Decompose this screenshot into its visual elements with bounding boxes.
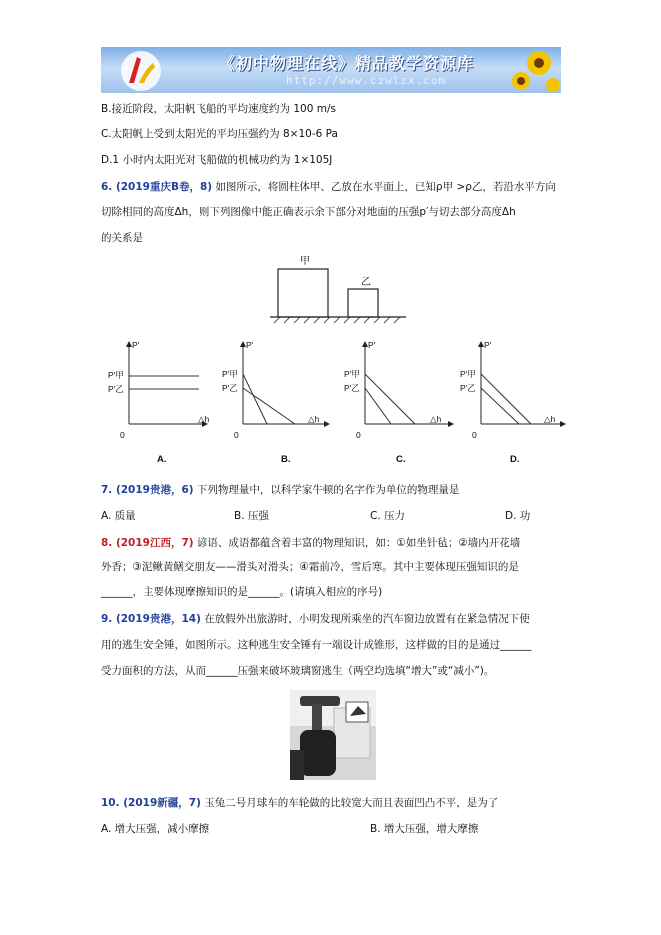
q10-line (101, 796, 498, 810)
graph-b (243, 344, 327, 424)
graph-c-py-label: P′乙 (344, 383, 360, 393)
graph-b-pj-label: P′甲 (222, 369, 238, 379)
graph-d-y-label: P′ (484, 340, 492, 350)
graph-b-origin: 0 (234, 430, 239, 440)
graph-a-pj-label: P′甲 (108, 370, 124, 380)
graph-c-x-label: △h (430, 414, 442, 424)
q7-option-c[interactable]: C. 压力 (370, 510, 406, 522)
graph-c-origin: 0 (356, 430, 361, 440)
graph-d-option[interactable]: D. (510, 454, 520, 465)
graph-a-x-label: △h (198, 414, 210, 424)
q6-line3: 的关系是 (101, 232, 143, 244)
q7-option-a[interactable]: A. 质量 (101, 510, 136, 522)
hand-grip (300, 730, 336, 776)
q6-head: 6. (2019重庆B卷，8) (101, 181, 213, 193)
q8-line3: ______，主要体现摩擦知识的是______。(请填入相应的序号) (101, 586, 383, 598)
q7-text: 下列物理量中，以科学家牛顿的名字作为单位的物理量是 (196, 484, 460, 496)
graph-b-option[interactable]: B. (281, 454, 291, 465)
graph-a (129, 344, 205, 424)
prev-option-b: B.接近阶段，太阳帆飞船的平均速度约为 100 m/s (101, 103, 336, 115)
graph-d (481, 344, 563, 424)
graph-a-option[interactable]: A. (157, 454, 167, 465)
banner-url[interactable]: http://www.czwlzx.com (286, 74, 447, 87)
prev-option-c: C.太阳帆上受到太阳光的平均压强约为 8×10-6 Pa (101, 128, 338, 140)
cylinder-jia (278, 269, 328, 317)
graph-c (365, 344, 451, 424)
q10-option-b[interactable]: B. 增大压强，增大摩擦 (370, 823, 479, 835)
graph-c-y-label: P′ (368, 340, 376, 350)
q10-text: 玉兔二号月球车的车轮做的比较宽大而且表面凹凸不平，是为了 (204, 797, 499, 809)
q9-line3: 受力面积的方法，从而______压强来破坏玻璃窗逃生（两空均选填“增大”或“减小”)。 (101, 665, 495, 677)
graph-c-line-yi (365, 388, 391, 424)
graph-d-origin: 0 (472, 430, 477, 440)
q7-option-d[interactable]: D. 功 (505, 510, 531, 522)
graph-b-py-label: P′乙 (222, 383, 238, 393)
q8-line1 (101, 536, 520, 550)
banner-title: 《初中物理在线》精品教学资源库 (219, 54, 475, 73)
prev-option-d: D.1 小时内太阳光对飞船做的机械功约为 1×105J (101, 154, 333, 166)
graph-d-x-label: △h (544, 414, 556, 424)
q9-text1: 在放假外出旅游时，小明发现所乘坐的汽车窗边放置有在紧急情况下使 (204, 613, 530, 625)
q10-head: 10. (2019新疆，7) (101, 797, 201, 809)
q10-option-a[interactable]: A. 增大压强，减小摩擦 (101, 823, 210, 835)
safety-hammer-photo (290, 690, 376, 780)
q7-head: 7. (2019贵港，6) (101, 484, 194, 496)
q6-cylinder-figure (270, 255, 410, 327)
q6-line2: 切除相同的高度Δh，则下列图像中能正确表示余下部分对地面的压强p′与切去部分高度Δh (101, 206, 516, 218)
cylinder-yi (348, 289, 378, 317)
q8-text1: 谚语、成语都蕴含着丰富的物理知识，如：①如坐针毡；②墙内开花墙 (196, 537, 521, 549)
graph-b-line-yi (243, 388, 295, 424)
label-yi: 乙 (361, 277, 371, 288)
graph-c-option[interactable]: C. (396, 454, 406, 465)
graph-b-y-label: P′ (246, 340, 254, 350)
label-jia: 甲 (300, 256, 310, 267)
graph-b-line-jia (243, 374, 267, 424)
q9-line1 (101, 612, 530, 626)
graph-a-py-label: P′乙 (108, 384, 124, 394)
q7-option-b[interactable]: B. 压强 (234, 510, 269, 522)
graph-b-x-label: △h (308, 414, 320, 424)
ground-hatch (274, 317, 400, 323)
q9-head: 9. (2019贵港，14) (101, 613, 201, 625)
q8-line2: 外香；③泥鳅黄鳝交朋友——滑头对滑头；④霜前冷，雪后寒。其中主要体现压强知识的是 (101, 561, 519, 573)
graph-d-line-jia (481, 374, 531, 424)
graph-d-py-label: P′乙 (460, 383, 476, 393)
graph-c-pj-label: P′甲 (344, 369, 360, 379)
q7-line (101, 483, 459, 497)
q6-line1 (101, 180, 556, 194)
q8-head: 8. (2019江西，7) (101, 537, 194, 549)
q6-graphs (95, 338, 575, 448)
q6-text1: 如图所示，将圆柱体甲、乙放在水平面上，已知ρ甲 >ρ乙，若沿水平方向 (215, 181, 556, 193)
q9-line2: 用的逃生安全锤，如图所示。这种逃生安全锤有一端设计成锥形，这样做的目的是通过______ (101, 639, 532, 651)
graph-a-origin: 0 (120, 430, 125, 440)
header-banner (101, 47, 561, 93)
graph-d-pj-label: P′甲 (460, 369, 476, 379)
graph-a-y-label: P′ (132, 340, 140, 350)
